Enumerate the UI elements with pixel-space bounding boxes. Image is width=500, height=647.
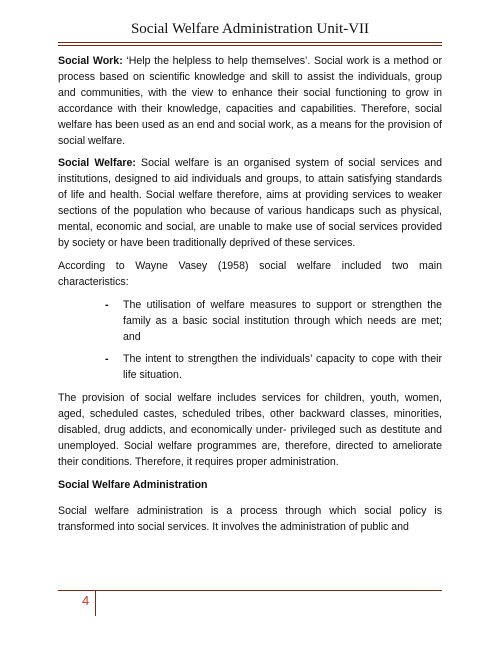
footer-divider (95, 590, 96, 616)
characteristics-list (58, 298, 442, 385)
social-work-paragraph (58, 54, 442, 149)
administration-paragraph: Social welfare administration is a process through which social policy is transformed into social services. It involves the administration of public and (58, 504, 442, 533)
list-item-text: The utilisation of welfare measures to support or strengthen the family as a basic social institution through which needs are met; and (123, 298, 442, 343)
list-item (58, 352, 442, 384)
page-number: 4 (82, 593, 90, 608)
social-work-term: Social Work: (58, 55, 123, 67)
list-dash: - (105, 353, 109, 366)
header-rule (58, 42, 442, 46)
section-heading: Social Welfare Administration (58, 478, 208, 491)
list-dash: - (105, 298, 109, 311)
social-welfare-definition: Social welfare is an organised system of social services and institutions, designed to aid individuals and groups, to attain satisfying standards of life and health. Social welfare therefore, aims at providing services to weaker sections of the population who because of various handicaps such as physical, mental, economic and social, are unable to make use of social services provided by society or have been traditionally deprived of these services. (58, 157, 442, 249)
list-item (58, 298, 442, 346)
list-item-text: The intent to strengthen the individuals’ capacity to cope with their life situation. (123, 353, 442, 382)
body-text (58, 54, 442, 542)
social-welfare-term: Social Welfare: (58, 157, 136, 170)
vasey-intro-paragraph: According to Wayne Vasey (1958) social welfare included two main characteristics: (58, 259, 442, 288)
social-welfare-paragraph (58, 156, 442, 251)
provision-paragraph: The provision of social welfare includes services for children, youth, women, aged, scheduled castes, scheduled tribes, other backward classes, minorities, disabled, drug addicts, and economically under- privileged such as destitute and unemployed. Social welfare programmes are, therefore, directed to ameliorate their conditions. Therefore, it requires proper administration. (58, 392, 442, 468)
social-work-definition: ‘Help the helpless to help themselves’. Social work is a method or process based on scientific knowledge and skill to assist the individuals, group and communities, with the view to enhance their social functioning to grow in accordance with their knowledge, capacities and capabilities. Therefore, social welfare has been used as an end and social work, as a means for the provision of social welfare. (58, 55, 442, 147)
footer-rule (58, 590, 442, 591)
running-header: Social Welfare Administration Unit-VII (130, 21, 370, 37)
